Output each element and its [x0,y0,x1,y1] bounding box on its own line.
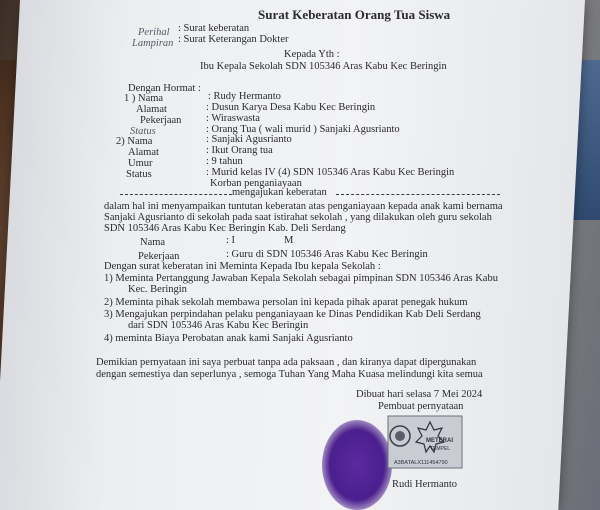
p2-alamat: : Ikut Orang tua [206,145,273,156]
thumbprint [322,420,392,510]
request-3-cont: dari SDN 105346 Aras Kabu Kec Beringin [128,320,309,331]
date-line: Dibuat hari selasa 7 Mei 2024 [356,389,483,400]
lampiran-label: Lampiran [132,38,174,49]
p2-umur: : 9 tahun [206,156,243,167]
p1-alamat-label: Alamat [136,104,167,115]
stamp-mid-text: TEMPEL [430,446,451,452]
p1-nama-label: 1 ) Nama [124,93,164,104]
kepada: Kepada Yth : [284,49,340,60]
perihal-label: Perihal [138,27,170,38]
guru-pekerjaan: : Guru di SDN 105346 Aras Kabu Kec Beringin [226,249,428,260]
request-1: 1) Meminta Pertanggung Jawaban Kepala Sekolah sebagai pimpinan SDN 105346 Aras Kabu [104,273,498,284]
request-4: 4) meminta Biaya Perobatan anak kami Sanjaki Agusrianto [104,333,353,344]
body-line-1: dalam hal ini menyampaikan tuntutan keberatan atas penganiayaan kepada anak kami bernama [104,201,503,212]
guru-pekerjaan-label: Pekerjaan [138,251,180,262]
recipient: Ibu Kepala Sekolah SDN 105346 Aras Kabu Kec Beringin [200,61,447,72]
p2-nama-label: 2) Nama [116,136,153,147]
request-1-cont: Kec. Beringin [128,284,187,295]
closing-2: dengan semestiya dan seperlunya , semoga Tuhan Yang Maha Kuasa melindungi kita semua [96,369,483,380]
lampiran-value: : Surat Keterangan Dokter [178,34,289,45]
guru-nama-m: M [284,235,294,246]
p2-status-2: Korban penganiayaan [210,178,302,189]
p2-alamat-label: Alamat [128,147,159,158]
perihal-value: : Surat keberatan [178,23,250,34]
stamp-code: A3BATALX111454790 [394,460,448,466]
p1-status: : Orang Tua ( wali murid ) Sanjaki Agusrianto [206,124,400,135]
dash-right [336,194,500,195]
p2-status-label: Status [126,169,152,180]
body-line-2: Sanjaki Agusrianto di sekolah pada saat istirahat sekolah , yang dilakukan oleh guru sekolah [104,212,492,223]
guru-nama-label: Nama [140,237,166,248]
maker-label: Pembuat pernyataan [378,401,464,412]
closing-1: Demikian pernyataan ini saya perbuat tanpa ada paksaan , dan kiranya dapat dipergunakan [96,357,477,368]
p1-status-label: Status [130,126,156,137]
p1-alamat: : Dusun Karya Desa Kabu Kec Beringin [206,102,376,113]
greeting: Dengan Hormat : [128,83,201,94]
body-line-3: SDN 105346 Aras Kabu Kec Beringin Kab. Deli Serdang [104,223,346,234]
meterai-stamp [386,414,464,470]
p1-pekerjaan: : Wiraswasta [206,113,260,124]
p2-status: : Murid kelas IV (4) SDN 105346 Aras Kabu Kec Beringin [206,167,455,178]
stamp-top-text: METERAI [426,438,453,444]
p1-pekerjaan-label: Pekerjaan [140,115,182,126]
guru-nama: : I [226,235,236,246]
dash-left [120,194,232,195]
request-3: 3) Mengajukan perpindahan pelaku penganiayaan ke Dinas Pendidikan Kab Deli Serdang [104,309,481,320]
mengajukan: mengajukan keberatan [232,187,327,198]
p2-umur-label: Umur [128,158,153,169]
request-2: 2) Meminta pihak sekolah membawa persolan ini kepada pihak aparat penegak hukum [104,297,468,308]
letter-title: Surat Keberatan Orang Tua Siswa [258,7,451,22]
signer-name: Rudi Hermanto [392,479,458,490]
p2-nama: : Sanjaki Agusrianto [206,134,292,145]
request-intro: Dengan surat keberatan ini Meminta Kepada Ibu kepala Sekolah : [104,261,381,272]
p1-nama: : Rudy Hermanto [208,91,281,102]
